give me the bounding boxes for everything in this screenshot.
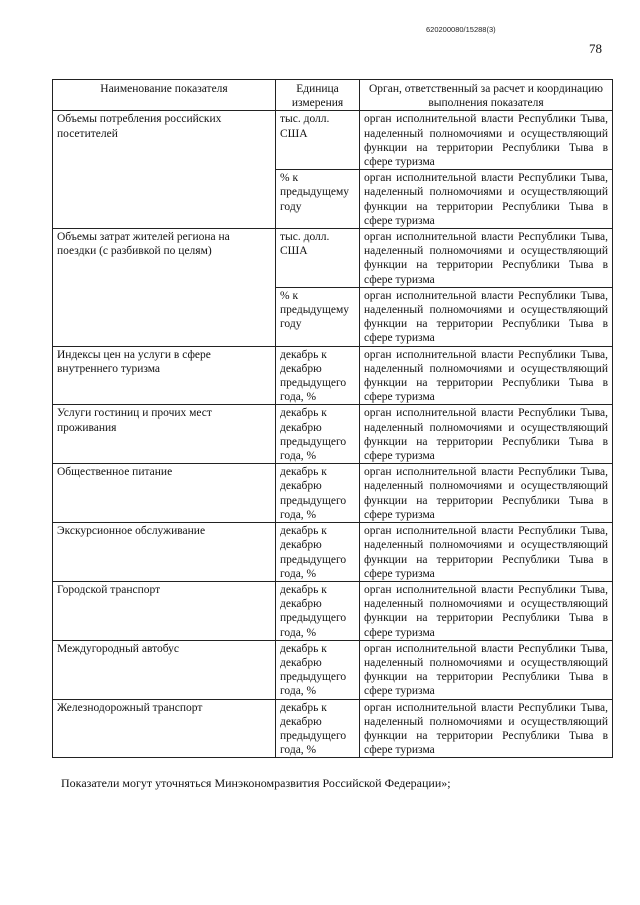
unit-cell: декабрь к декабрю предыдущего года, % <box>276 346 360 405</box>
table-row <box>53 699 613 758</box>
table-header-row <box>53 80 613 111</box>
unit-cell: декабрь к декабрю предыдущего года, % <box>276 640 360 699</box>
header-indicator: Наименование показателя <box>53 80 276 111</box>
table-row <box>53 581 613 640</box>
indicator-cell: Городской транспорт <box>53 581 276 640</box>
page-number: 78 <box>589 41 602 56</box>
indicator-cell: Междугородный автобус <box>53 640 276 699</box>
responsible-cell: орган исполнительной власти Республики Тыва, наделенный полномочиями и осуществляющий функции на территории Республики Тыва в сфере туризма <box>360 346 613 405</box>
unit-cell: декабрь к декабрю предыдущего года, % <box>276 464 360 523</box>
responsible-cell: орган исполнительной власти Республики Тыва, наделенный полномочиями и осуществляющий функции на территории Республики Тыва в сфере туризма <box>360 640 613 699</box>
unit-cell: декабрь к декабрю предыдущего года, % <box>276 523 360 582</box>
responsible-cell: орган исполнительной власти Республики Тыва, наделенный полномочиями и осуществляющий функции на территории Республики Тыва в сфере туризма <box>360 523 613 582</box>
responsible-cell: орган исполнительной власти Республики Тыва, наделенный полномочиями и осуществляющий функции на территории Республики Тыва в сфере туризма <box>360 229 613 288</box>
responsible-cell: орган исполнительной власти Республики Тыва, наделенный полномочиями и осуществляющий функции на территории Республики Тыва в сфере туризма <box>360 111 613 170</box>
indicator-cell: Объемы затрат жителей региона на поездки (с разбивкой по целям) <box>53 229 276 347</box>
unit-cell: % к предыдущему году <box>276 287 360 346</box>
unit-cell: декабрь к декабрю предыдущего года, % <box>276 405 360 464</box>
table-row <box>53 640 613 699</box>
responsible-cell: орган исполнительной власти Республики Тыва, наделенный полномочиями и осуществляющий функции на территории Республики Тыва в сфере туризма <box>360 581 613 640</box>
indicator-cell: Услуги гостиниц и прочих мест проживания <box>53 405 276 464</box>
table-row <box>53 111 613 170</box>
indicator-cell: Железнодорожный транспорт <box>53 699 276 758</box>
table-row <box>53 346 613 405</box>
header-responsible: Орган, ответственный за расчет и координацию выполнения показателя <box>360 80 613 111</box>
unit-cell: декабрь к декабрю предыдущего года, % <box>276 581 360 640</box>
responsible-cell: орган исполнительной власти Республики Тыва, наделенный полномочиями и осуществляющий функции на территории Республики Тыва в сфере туризма <box>360 464 613 523</box>
header-unit: Единица измерения <box>276 80 360 111</box>
indicators-table <box>52 79 613 758</box>
responsible-cell: орган исполнительной власти Республики Тыва, наделенный полномочиями и осуществляющий функции на территории Республики Тыва в сфере туризма <box>360 170 613 229</box>
unit-cell: тыс. долл. США <box>276 111 360 170</box>
indicator-cell: Объемы потребления российских посетителей <box>53 111 276 229</box>
indicator-cell: Общественное питание <box>53 464 276 523</box>
responsible-cell: орган исполнительной власти Республики Тыва, наделенный полномочиями и осуществляющий функции на территории Республики Тыва в сфере туризма <box>360 405 613 464</box>
responsible-cell: орган исполнительной власти Республики Тыва, наделенный полномочиями и осуществляющий функции на территории Республики Тыва в сфере туризма <box>360 287 613 346</box>
document-code: 620200080/15288(3) <box>426 25 496 34</box>
indicator-cell: Индексы цен на услуги в сфере внутреннего туризма <box>53 346 276 405</box>
table-row <box>53 523 613 582</box>
indicator-cell: Экскурсионное обслуживание <box>53 523 276 582</box>
table-row <box>53 229 613 288</box>
table-row <box>53 464 613 523</box>
responsible-cell: орган исполнительной власти Республики Тыва, наделенный полномочиями и осуществляющий функции на территории Республики Тыва в сфере туризма <box>360 699 613 758</box>
footnote: Показатели могут уточняться Минэкономразвития Российской Федерации»; <box>61 776 451 790</box>
unit-cell: % к предыдущему году <box>276 170 360 229</box>
table-row <box>53 405 613 464</box>
unit-cell: декабрь к декабрю предыдущего года, % <box>276 699 360 758</box>
unit-cell: тыс. долл. США <box>276 229 360 288</box>
